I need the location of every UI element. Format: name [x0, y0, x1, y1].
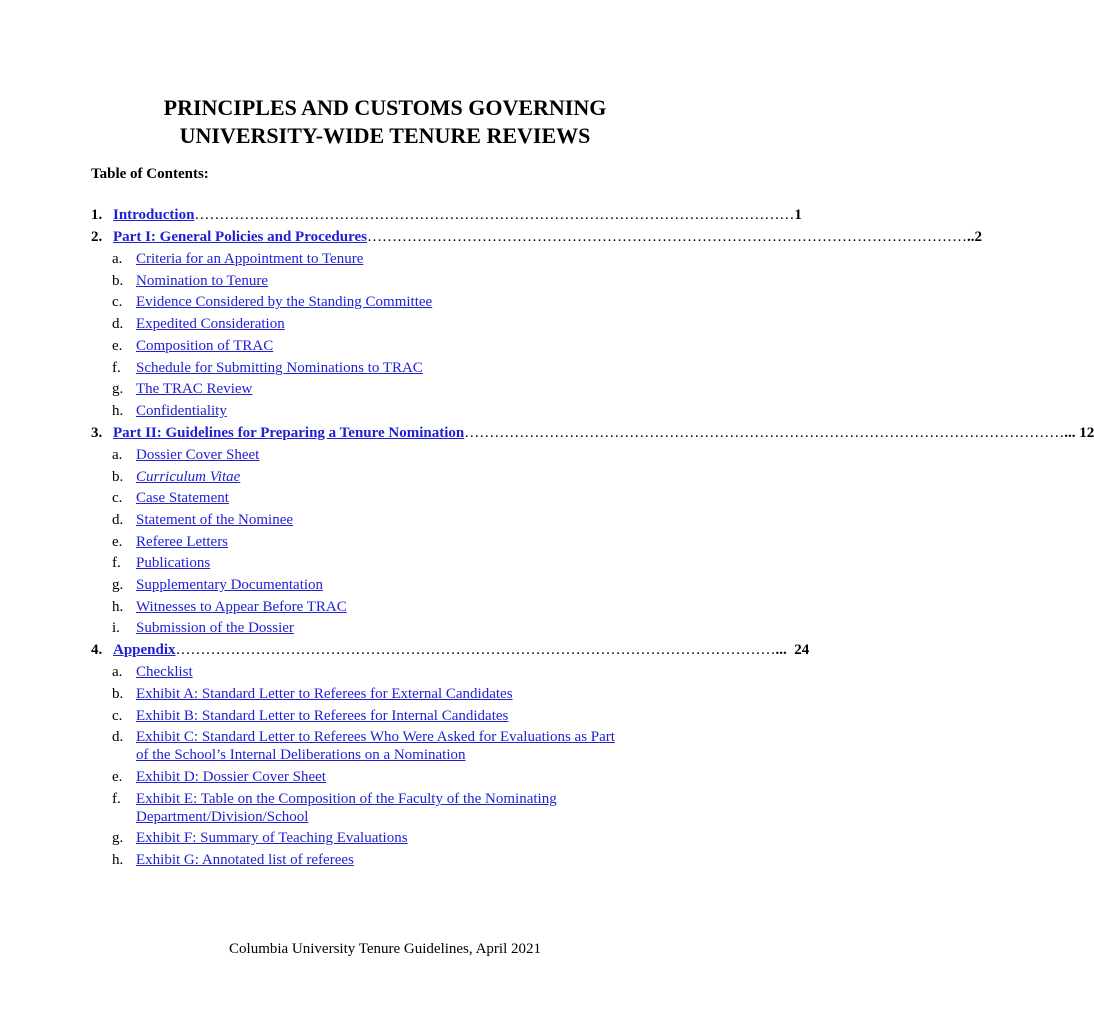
subitem-letter: d.: [112, 512, 124, 528]
toc-link-composition[interactable]: Composition of TRAC: [136, 338, 274, 354]
subitem-letter: b.: [112, 273, 124, 289]
subitem-letter: a.: [112, 664, 123, 680]
toc-link-checklist[interactable]: Checklist: [136, 664, 193, 680]
subitem-letter: e.: [112, 534, 123, 550]
toc-link-introduction[interactable]: Introduction: [113, 207, 195, 223]
subitem-letter: f.: [112, 360, 121, 376]
toc-link-exhibit-e[interactable]: Exhibit E: Table on the Composition of the Faculty of the Nominating: [136, 791, 557, 807]
subitem-letter: a.: [112, 447, 123, 463]
toc-link-witnesses[interactable]: Witnesses to Appear Before TRAC: [136, 599, 347, 615]
subitem-letter: f.: [112, 791, 121, 807]
toc-link-exhibit-f[interactable]: Exhibit F: Summary of Teaching Evaluations: [136, 830, 408, 846]
section-number: 2.: [91, 229, 103, 245]
section-page-number: 1: [794, 207, 802, 223]
section-number: 4.: [91, 642, 103, 658]
leader-dots: …………………………………………………………………………………………………………: [464, 425, 1065, 441]
section-number: 1.: [91, 207, 103, 223]
subitem-letter: d.: [112, 316, 124, 332]
toc-link-exhibit-e-continued[interactable]: Department/Division/School: [136, 809, 309, 825]
subitem-letter: b.: [112, 469, 124, 485]
subitem-letter: c.: [112, 490, 123, 506]
toc-link-part-ii[interactable]: Part II: Guidelines for Preparing a Tenure Nomination: [113, 425, 465, 441]
toc-link-dossier-cover[interactable]: Dossier Cover Sheet: [136, 447, 260, 463]
section-number: 3.: [91, 425, 103, 441]
toc-link-part-i[interactable]: Part I: General Policies and Procedures: [113, 229, 367, 245]
leader-dots: …………………………………………………………………………………………………………: [366, 229, 967, 245]
toc-heading: Table of Contents:: [91, 166, 209, 182]
page-footer: Columbia University Tenure Guidelines, April 2021: [229, 941, 541, 957]
toc-link-nomination[interactable]: Nomination to Tenure: [136, 273, 268, 289]
toc-link-appendix[interactable]: Appendix: [113, 642, 176, 658]
subitem-letter: f.: [112, 555, 121, 571]
toc-link-cv[interactable]: Curriculum Vitae: [136, 469, 241, 485]
subitem-letter: e.: [112, 338, 123, 354]
subitem-letter: g.: [112, 830, 124, 846]
toc-link-statement-nominee[interactable]: Statement of the Nominee: [136, 512, 294, 528]
toc-link-expedited[interactable]: Expedited Consideration: [136, 316, 285, 332]
subitem-letter: b.: [112, 686, 124, 702]
subitem-letter: g.: [112, 381, 124, 397]
toc-link-exhibit-c[interactable]: Exhibit C: Standard Letter to Referees Who Were Asked for Evaluations as Part: [136, 729, 615, 745]
subitem-letter: i.: [112, 620, 120, 636]
subitem-letter: c.: [112, 294, 123, 310]
toc-link-publications[interactable]: Publications: [136, 555, 211, 571]
subitem-letter: c.: [112, 708, 123, 724]
toc-link-exhibit-g[interactable]: Exhibit G: Annotated list of referees: [136, 852, 354, 868]
section-page-number: ... 12: [1064, 425, 1094, 441]
subitem-letter: h.: [112, 852, 124, 868]
subitem-letter: h.: [112, 403, 124, 419]
document-title-line-1: PRINCIPLES AND CUSTOMS GOVERNING: [163, 95, 607, 120]
subitem-letter: e.: [112, 769, 123, 785]
subitem-letter: g.: [112, 577, 124, 593]
toc-link-exhibit-c-continued[interactable]: of the School’s Internal Deliberations on a Nomination: [136, 747, 466, 763]
toc-link-trac-review[interactable]: The TRAC Review: [136, 381, 253, 397]
subitem-letter: h.: [112, 599, 124, 615]
toc-link-exhibit-b[interactable]: Exhibit B: Standard Letter to Referees for Internal Candidates: [136, 708, 509, 724]
toc-link-supplementary[interactable]: Supplementary Documentation: [136, 577, 324, 593]
toc-link-evidence[interactable]: Evidence Considered by the Standing Committee: [136, 294, 433, 310]
toc-link-exhibit-a[interactable]: Exhibit A: Standard Letter to Referees for External Candidates: [136, 686, 513, 702]
toc-link-criteria[interactable]: Criteria for an Appointment to Tenure: [136, 251, 364, 267]
section-page-number: ..2: [966, 229, 982, 245]
leader-dots: …………………………………………………………………………………………………………: [175, 642, 776, 658]
toc-link-exhibit-d[interactable]: Exhibit D: Dossier Cover Sheet: [136, 769, 326, 785]
section-page-number: ... 24: [775, 642, 810, 658]
subitem-letter: a.: [112, 251, 123, 267]
toc-link-schedule[interactable]: Schedule for Submitting Nominations to TRAC: [136, 360, 423, 376]
document-title-line-2: UNIVERSITY-WIDE TENURE REVIEWS: [179, 123, 591, 148]
toc-link-referee-letters[interactable]: Referee Letters: [136, 534, 229, 550]
toc-link-case-statement[interactable]: Case Statement: [136, 490, 229, 506]
subitem-letter: d.: [112, 729, 124, 745]
toc-link-confidentiality[interactable]: Confidentiality: [136, 403, 227, 419]
leader-dots: …………………………………………………………………………………………………………: [194, 207, 795, 223]
toc-link-submission[interactable]: Submission of the Dossier: [136, 620, 294, 636]
